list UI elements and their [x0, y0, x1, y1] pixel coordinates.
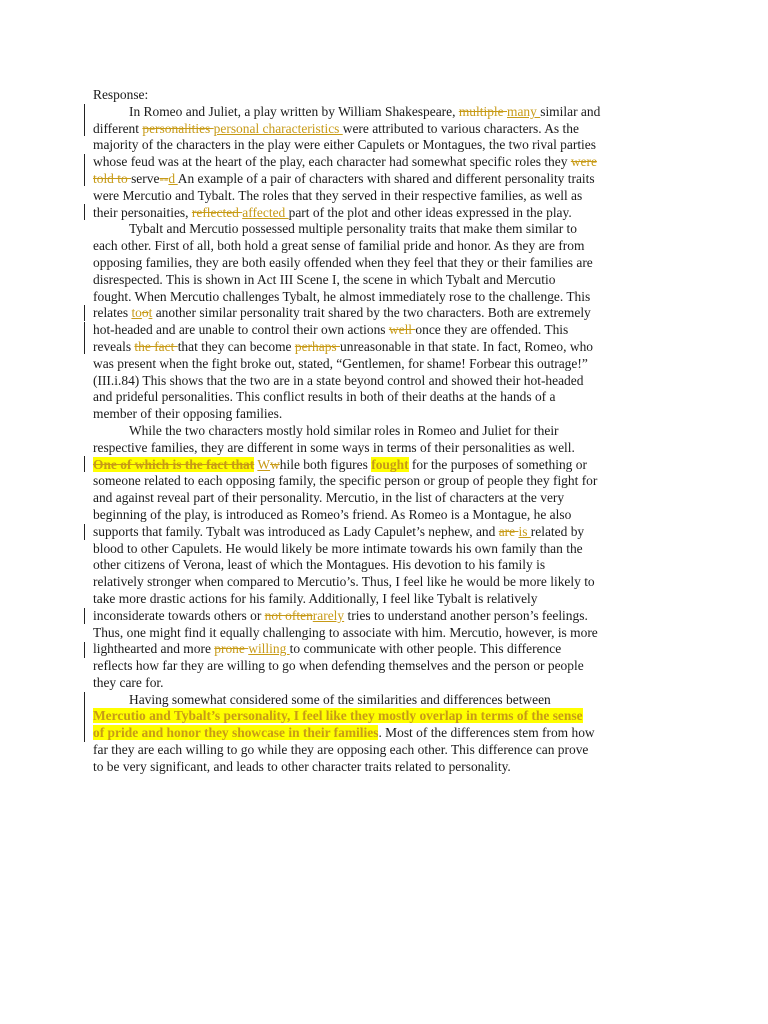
inserted-text: is [518, 523, 531, 539]
paragraph-line [93, 708, 678, 725]
deleted-text: multiple [458, 103, 507, 119]
paragraph-line: and prideful personalities. This conflict results in both of their deaths at the hands of a [93, 389, 556, 405]
paragraph-line: While the two characters mostly hold similar roles in Romeo and Juliet for their [129, 422, 559, 438]
inserted-text: affected [242, 204, 289, 220]
deleted-text: reflected [191, 204, 243, 220]
paragraph-line: supports that family. Tybalt was introduced as Lady Capulet’s nephew, and are is related by [93, 523, 585, 539]
change-bar [84, 642, 85, 658]
paragraph-line: far they are each willing to go while they are opposing each other. This difference can prove [93, 742, 589, 758]
change-bar [84, 692, 85, 742]
change-bar [84, 524, 85, 540]
paragraph-line: their personaities, reflected affected part of the plot and other ideas expressed in the play. [93, 204, 572, 220]
paragraph-line: respective families, they are different in some ways in terms of their personalities as well. [93, 439, 575, 455]
paragraph-line: In Romeo and Juliet, a play written by William Shakespeare, multiple many similar and [129, 103, 601, 119]
inserted-text: t [148, 305, 153, 321]
paragraph-line: they care for. [93, 674, 164, 690]
paragraph-line: member of their opposing families. [93, 406, 283, 422]
deleted-text: One of which is the fact that [93, 456, 255, 472]
highlighted-text: fought [371, 456, 409, 472]
paragraph-line: of pride and honor they showcase in their families. Most of the differences stem from how [93, 725, 595, 741]
paragraph-line: Thus, one might find it equally challenging to associate with him. Mercutio, however, is more [93, 624, 598, 640]
deleted-text: o [141, 305, 149, 321]
document-page [93, 87, 678, 776]
inserted-text: rarely [312, 607, 345, 623]
paragraph-line: was present when the fight broke out, stated, “Gentlemen, for shame! Forbear this outrage!” [93, 355, 588, 371]
inserted-text: W [257, 456, 271, 472]
change-bar [84, 204, 85, 220]
highlighted-text: of pride and honor they showcase in their families [93, 725, 379, 741]
paragraph-line: (III.i.84) This shows that the two are in a state beyond control and showed their hot-headed [93, 372, 584, 388]
paragraph-line: different personalities personal characteristics were attributed to various characters. As the [93, 120, 579, 136]
deleted-text: are [498, 523, 519, 539]
inserted-text: to [131, 305, 142, 321]
paragraph-line: One of which is the fact that Wwhile both figures fought for the purposes of something or [93, 456, 587, 472]
paragraph-line: reflects how far they are willing to go when defending themselves and the person or people [93, 658, 584, 674]
paragraph-line: other citizens of Verona, least of which the Montagues. His devotion to his family is [93, 557, 546, 573]
inserted-text: d [168, 170, 178, 186]
deleted-text: well [388, 322, 416, 338]
paragraph-line: beginning of the play, is introduced as Romeo’s friend. As Romeo is a Montague, he also [93, 506, 572, 522]
paragraph-line: someone related to each opposing family, the specific person or group of people they fight for [93, 473, 598, 489]
paragraph-line: Tybalt and Mercutio possessed multiple personality traits that make them similar to [129, 221, 578, 237]
deleted-text: the fact [134, 338, 178, 354]
inserted-text: many [507, 103, 541, 119]
deleted-text: were [570, 154, 597, 170]
inserted-text: personal characteristics [213, 120, 343, 136]
change-bar [84, 305, 85, 321]
paragraph-line: hot-headed and are unable to control their own actions well once they are offended. This [93, 322, 569, 338]
highlighted-text: Mercutio and Tybalt’s personality, I feel like they mostly overlap in terms of the sense [93, 708, 583, 724]
change-bar [84, 104, 85, 136]
paragraph-line: and against reveal part of their personality. Mercutio, in the list of characters at the very [93, 490, 565, 506]
response-heading: Response: [93, 87, 149, 102]
paragraph-line: relatively stronger when compared to Mercutio’s. Thus, I feel like he would be more likely to [93, 574, 595, 590]
paragraph-line: take more drastic actions for his family. Additionally, I feel like Tybalt is relatively [93, 590, 538, 606]
paragraph-line: to be very significant, and leads to other character traits related to personality. [93, 758, 511, 774]
change-bar [84, 154, 85, 186]
deleted-text: w [270, 456, 280, 472]
paragraph-line: opposing families, they are both easily offended when they feel that they or their families are [93, 254, 593, 270]
paragraph-line: told to serve--d An example of a pair of characters with shared and different personality traits [93, 170, 595, 186]
paragraph-line: inconsiderate towards others or not oftenrarely tries to understand another person’s feelings. [93, 607, 588, 623]
deleted-text: told to [93, 170, 132, 186]
paragraph-line: whose feud was at the heart of the play, each character had somewhat specific roles they were [93, 154, 597, 170]
change-bar [84, 322, 85, 354]
paragraph-line: relates toot another similar personality trait shared by the two characters. Both are extremely [93, 305, 591, 321]
deleted-text: perhaps [294, 338, 341, 354]
paragraph-line: blood to other Capulets. He would likely be more intimate towards his own family than the [93, 540, 583, 556]
paragraph-line: reveals the fact that they can become perhaps unreasonable in that state. In fact, Romeo, who [93, 338, 594, 354]
paragraph-line: were Mercutio and Tybalt. The roles that they served in their respective families, as well as [93, 187, 583, 203]
paragraph-line: disrespected. This is shown in Act III Scene I, the scene in which Tybalt and Mercutio [93, 271, 556, 287]
inserted-text: willing [248, 641, 290, 657]
paragraph-line: Having somewhat considered some of the similarities and differences between [129, 691, 551, 707]
deleted-text: not often [264, 607, 313, 623]
paragraph-line: lighthearted and more prone willing to communicate with other people. This difference [93, 641, 562, 657]
deleted-text: -- [159, 170, 169, 186]
change-bar [84, 608, 85, 624]
paragraph-line: each other. First of all, both hold a great sense of familial pride and honor. As they are from [93, 238, 585, 254]
deleted-text: prone [214, 641, 249, 657]
change-bar [84, 456, 85, 472]
deleted-text: personalities [142, 120, 214, 136]
paragraph-line: majority of the characters in the play were either Capulets or Montagues, the two rival parties [93, 137, 596, 153]
paragraph-line: fought. When Mercutio challenges Tybalt, he almost immediately rose to the challenge. This [93, 288, 591, 304]
